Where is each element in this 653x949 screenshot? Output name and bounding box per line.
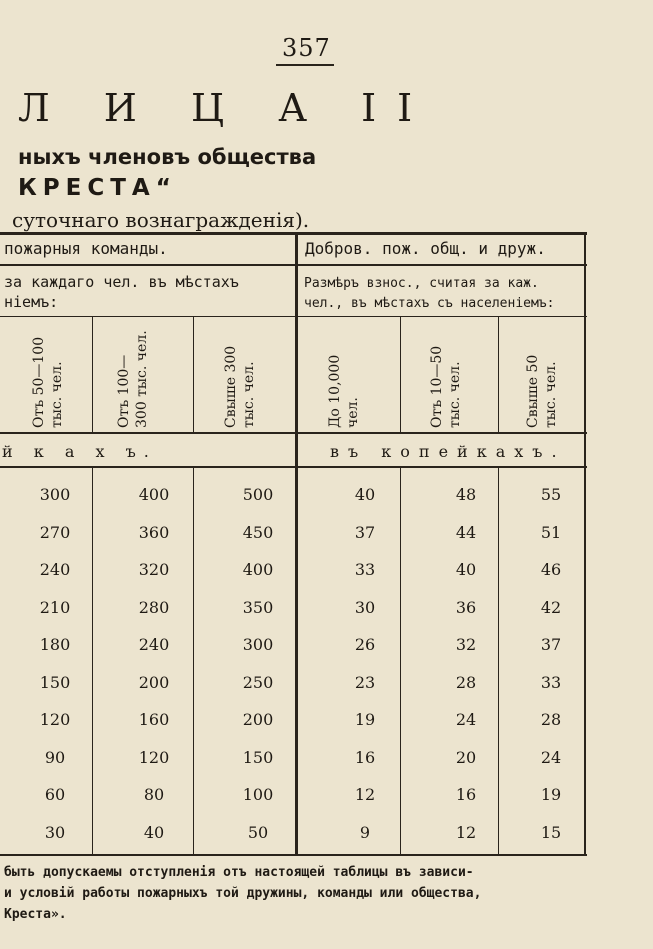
- table-cell: 40: [354, 485, 376, 504]
- table-cell: 12: [455, 822, 477, 842]
- sub-header-right-line1: Размѣръ взнос., считая за каж.: [304, 276, 539, 291]
- table-cell: 20: [455, 747, 477, 767]
- table-cell: 240: [39, 560, 71, 579]
- table-cell: 100: [242, 785, 274, 804]
- table-cell: 270: [39, 522, 71, 542]
- table-cell: 30: [44, 822, 66, 842]
- group-header-fire-brigades: пожарныя команды.: [4, 239, 168, 258]
- heading-subtitle: ныхъ членовъ общества: [18, 145, 317, 169]
- table-cell: 24: [540, 747, 562, 767]
- table-cell: 46: [540, 560, 562, 579]
- table-cell: 30: [354, 597, 376, 617]
- heading-cross: КРЕСТА“: [18, 175, 177, 201]
- footnote: [4, 862, 590, 925]
- footnote-line-1: быть допускаемы отступленія отъ настоящей таблицы въ зависи-: [4, 865, 474, 880]
- group-header-rule: [0, 264, 587, 266]
- table-cell: 19: [540, 785, 562, 804]
- table-cell: 120: [138, 747, 170, 767]
- table-cell: 12: [354, 785, 376, 804]
- table-cell: 300: [39, 485, 71, 504]
- column-header-4: До 10,000 чел.: [327, 354, 361, 428]
- group-divider: [295, 232, 298, 856]
- table-cell: 320: [138, 560, 170, 579]
- page-number-rule: [276, 64, 334, 66]
- column-header-6: Свыше 50 тыс. чел.: [525, 354, 559, 428]
- table-cell: 120: [39, 710, 71, 729]
- table-cell: 90: [44, 747, 66, 767]
- column-header-1: Отъ 50—100 тыс. чел.: [31, 336, 65, 428]
- table-cell: 400: [242, 560, 274, 579]
- table-cell: 19: [354, 710, 376, 729]
- table-cell: 350: [242, 597, 274, 617]
- footnote-line-3: Креста».: [4, 907, 67, 922]
- table-cell: 150: [242, 747, 274, 767]
- table-cell: 180: [39, 635, 71, 654]
- footnote-line-2: и условій работы пожарныхъ той дружины, команды или общества,: [4, 886, 482, 901]
- sub-header-left-line1: за каждаго чел. въ мѣстахъ: [4, 273, 239, 291]
- table-cell: 50: [247, 822, 269, 842]
- table-cell: 37: [354, 522, 376, 542]
- table-cell: 51: [540, 522, 562, 542]
- table-cell: 60: [44, 785, 66, 804]
- col-divider-1: [92, 316, 93, 432]
- table-cell: 210: [39, 597, 71, 617]
- table-cell: 250: [242, 672, 274, 692]
- column-header-5: Отъ 10—50 тыс. чел.: [429, 345, 463, 428]
- col-divider-4: [400, 316, 401, 432]
- column-header-rule: [0, 432, 587, 434]
- table-cell: 160: [138, 710, 170, 729]
- column-header-2: Отъ 100— 300 тыс. чел.: [116, 330, 150, 428]
- body-divider-1: [92, 468, 93, 854]
- body-divider-4: [400, 468, 401, 854]
- table-cell: 300: [242, 635, 274, 654]
- table-cell: 400: [138, 485, 170, 504]
- table-cell: 23: [354, 672, 376, 692]
- table-cell: 40: [455, 560, 477, 579]
- page-number: 357: [282, 34, 331, 62]
- table-cell: 280: [138, 597, 170, 617]
- column-header-3: Свыше 300 тыс. чел.: [223, 345, 257, 428]
- table-cell: 36: [455, 597, 477, 617]
- table-top-rule: [0, 232, 587, 235]
- col-divider-2: [193, 316, 194, 432]
- table-cell: 16: [455, 785, 477, 804]
- heading-title: Л И Ц А II: [18, 86, 434, 130]
- table-bottom-rule: [0, 854, 587, 856]
- body-divider-2: [193, 468, 194, 854]
- table-cell: 48: [455, 485, 477, 504]
- table-cell: 28: [455, 672, 477, 692]
- table-cell: 80: [143, 785, 165, 804]
- table-cell: 15: [540, 822, 562, 842]
- heading-compensation: суточнаго вознагражденія).: [12, 208, 310, 232]
- table-cell: 37: [540, 635, 562, 654]
- table-cell: 26: [354, 635, 376, 654]
- table-cell: 360: [138, 522, 170, 542]
- table-cell: 32: [455, 635, 477, 654]
- table-cell: 200: [242, 710, 274, 729]
- table-cell: 44: [455, 522, 477, 542]
- table-cell: 450: [242, 522, 274, 542]
- table-cell: 9: [359, 822, 371, 842]
- table-cell: 150: [39, 672, 71, 692]
- table-cell: 33: [354, 560, 376, 579]
- table-cell: 200: [138, 672, 170, 692]
- unit-label-left: й к а х ъ.: [2, 442, 157, 461]
- table-cell: 240: [138, 635, 170, 654]
- table-cell: 33: [540, 672, 562, 692]
- table-cell: 16: [354, 747, 376, 767]
- contribution-table: [0, 232, 587, 858]
- table-cell: 24: [455, 710, 477, 729]
- col-divider-5: [498, 316, 499, 432]
- table-cell: 55: [540, 485, 562, 504]
- table-cell: 28: [540, 710, 562, 729]
- unit-label-right: въ копейкахъ.: [330, 442, 566, 461]
- table-cell: 40: [143, 822, 165, 842]
- group-header-volunteer-societies: Добров. пож. общ. и друж.: [305, 239, 546, 258]
- table-cell: 500: [242, 485, 274, 504]
- sub-header-left-line2: ніемъ:: [4, 293, 59, 311]
- sub-header-right-line2: чел., въ мѣстахъ съ населеніемъ:: [304, 296, 555, 311]
- table-cell: 42: [540, 597, 562, 617]
